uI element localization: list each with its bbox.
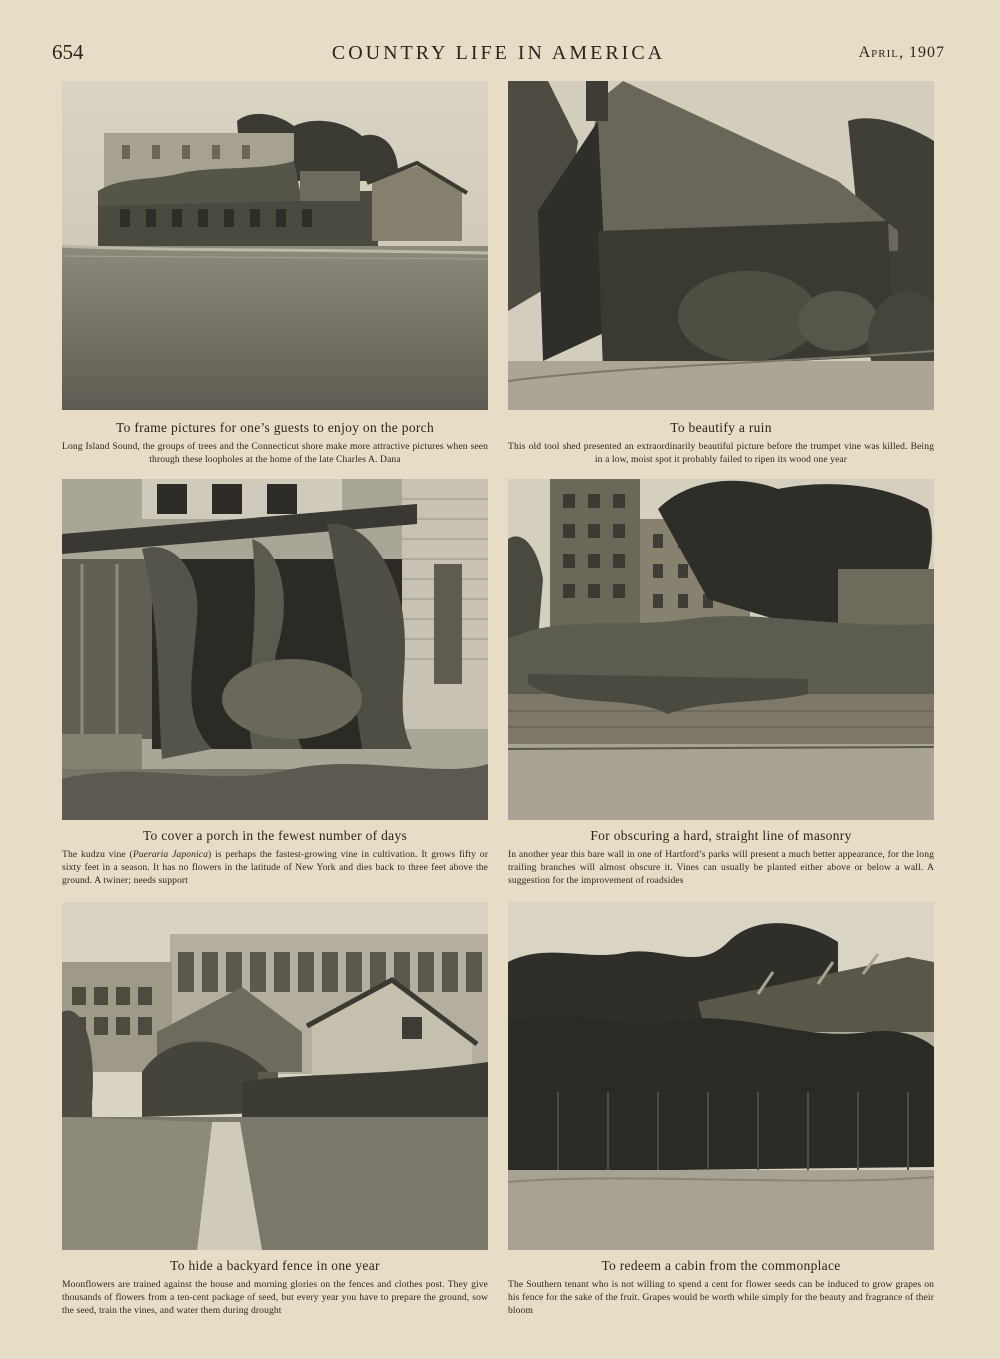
page-header — [52, 40, 945, 70]
caption-text: ) is perhaps the fastest-growing vine in cultivation. It grows fifty or sixty feet in a season. It has no flowers in the latitude of New York and dies back to three feet above the ground. A twiner; needs support — [62, 849, 488, 886]
caption-body: Moonflowers are trained against the house and morning glories on the fences and clothes post. They give thousands of flowers from a ten-cent package of seed, but every year you have to prepare the ground, sow the seed, train the vines, and water them during drought — [62, 1279, 488, 1316]
caption-body: The Southern tenant who is not willing to spend a cent for flower seeds can be induced to grow grapes on his fence for the sake of the fruit. Grapes would be worth while simply for the beauty and fragrance of their bloom — [508, 1279, 934, 1316]
issue-date: April, 1907 — [858, 44, 945, 61]
caption-mansion — [62, 420, 488, 466]
magazine-title: COUNTRY LIFE IN AMERICA — [331, 42, 666, 64]
caption-body: Long Island Sound, the groups of trees and the Connecticut shore make more attractive pictures when seen through these loopholes at the home of the late Charles A. Dana — [62, 441, 488, 465]
caption-title: To hide a backyard fence in one year — [170, 1258, 380, 1273]
caption-text: The kudzu vine ( — [62, 849, 133, 860]
page-number: 654 — [52, 40, 84, 64]
caption-title: To cover a porch in the fewest number of days — [142, 828, 408, 843]
caption-backyard-fence — [62, 1258, 488, 1317]
caption-body — [62, 848, 488, 887]
caption-latin-name: Pueraria Japonica — [132, 849, 209, 860]
caption-title: To redeem a cabin from the commonplace — [601, 1258, 841, 1273]
caption-title: To frame pictures for one’s guests to enjoy on the porch — [115, 420, 435, 435]
photo-masonry-wall — [508, 479, 934, 820]
caption-masonry-wall — [508, 828, 934, 887]
caption-body: This old tool shed presented an extraordinarily beautiful picture before the trumpet vine was killed. Being in a low, moist spot it probably failed to ripen its wood one year — [508, 441, 934, 465]
caption-cabin — [508, 1258, 934, 1317]
photo-cabin — [508, 902, 934, 1250]
photo-backyard-fence — [62, 902, 488, 1250]
caption-tool-shed — [508, 420, 934, 466]
photo-mansion — [62, 81, 488, 410]
caption-title: To beautify a ruin — [670, 420, 772, 435]
caption-title: For obscuring a hard, straight line of masonry — [590, 828, 852, 843]
caption-kudzu-porch — [62, 828, 488, 887]
photo-tool-shed — [508, 81, 934, 410]
caption-body: In another year this bare wall in one of Hartford’s parks will present a much better appearance, for the long trailing branches will almost obscure it. Vines can usually be planted either above or below a wall. A suggestion for the improvement of roadsides — [508, 849, 934, 886]
photo-kudzu-porch — [62, 479, 488, 820]
